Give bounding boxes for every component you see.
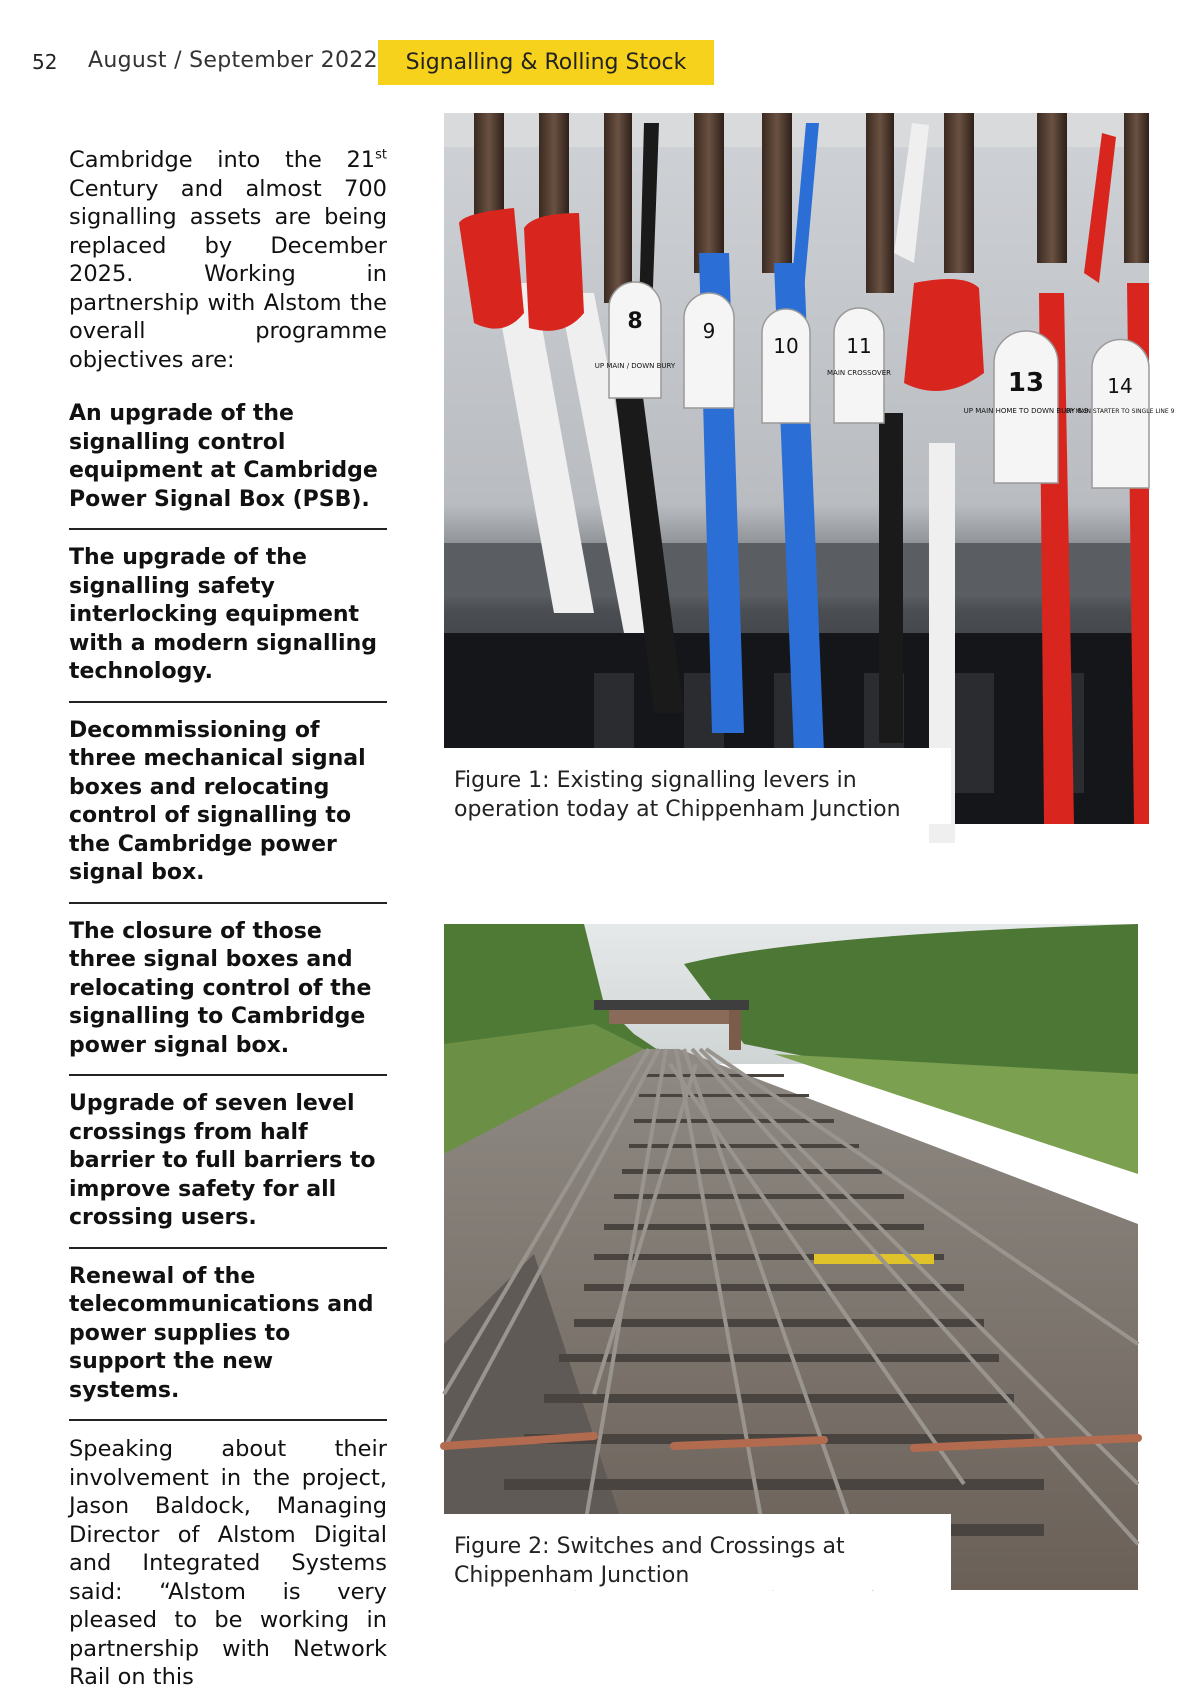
objective-item: The closure of those three signal boxes and relocating control of the signalling to Cambridge power signal box. [69, 918, 387, 1077]
plate-text: MAIN CROSSOVER [827, 369, 891, 377]
plate-number: 11 [846, 334, 872, 358]
figure-signalling-levers [444, 113, 1175, 824]
signalling-levers-photo [444, 113, 1175, 824]
plate-number: 14 [1107, 374, 1133, 398]
intro-text-start: Cambridge into the 21 [69, 147, 376, 173]
article-column [69, 146, 387, 1692]
page-header [0, 0, 1200, 110]
issue-date: August / September 2022 [88, 48, 378, 73]
figure-switches-crossings [444, 924, 1138, 1590]
plate-text: UP MAIN / DOWN BURY [594, 362, 676, 370]
objective-item: Renewal of the telecommunications and power supplies to support the new systems. [69, 1263, 387, 1422]
plate-text: UP MAIN HOME TO DOWN BURY 8.9 [963, 407, 1089, 415]
page-number: 52 [32, 50, 58, 74]
plate-text: UP MAIN STARTER TO SINGLE LINE 9 [1065, 408, 1175, 415]
objective-item: Decommissioning of three mechanical signal boxes and relocating control of signalling to the Cambridge power signal box. [69, 717, 387, 904]
plate-number: 13 [1007, 368, 1045, 398]
intro-paragraph [69, 146, 387, 374]
railway-tracks-photo [444, 924, 1138, 1590]
plate-number: 8 [627, 309, 643, 334]
objective-item: Upgrade of seven level crossings from half barrier to full barriers to improve safety for all crossing users. [69, 1090, 387, 1249]
plate-number: 10 [773, 334, 799, 358]
figure-1-caption: Figure 1: Existing signalling levers in operation today at Chippenham Junction [444, 748, 951, 824]
ordinal-suffix: st [375, 147, 387, 163]
quote-paragraph: Speaking about their involvement in the project, Jason Baldock, Managing Director of Alstom Digital and Integrated Systems said: “Alstom is very pleased to be working in partnership with Network Rail on this [69, 1436, 387, 1690]
intro-text-rest: Century and almost 700 signalling assets are being replaced by December 2025. Working in partnership with Alstom the overall programme objectives are: [69, 175, 387, 373]
objective-item: The upgrade of the signalling safety interlocking equipment with a modern signalling technology. [69, 544, 387, 703]
objectives-list [69, 400, 387, 1421]
plate-number: 9 [702, 319, 716, 343]
objective-item: An upgrade of the signalling control equipment at Cambridge Power Signal Box (PSB). [69, 400, 387, 530]
figure-2-caption: Figure 2: Switches and Crossings at Chippenham Junction [444, 1514, 951, 1590]
section-tag: Signalling & Rolling Stock [378, 40, 714, 85]
